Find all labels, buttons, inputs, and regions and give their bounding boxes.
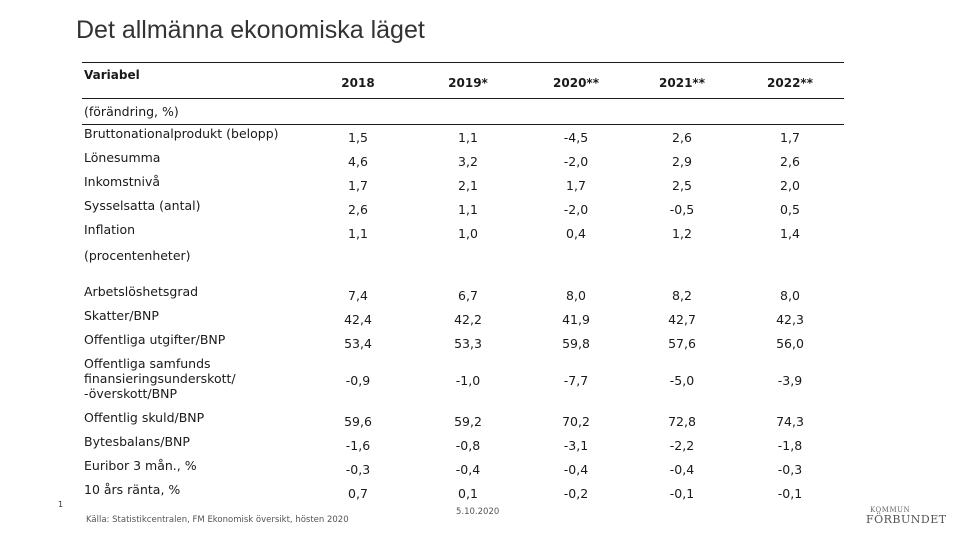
table-row	[82, 480, 844, 504]
cell-2018: -0,3	[345, 462, 371, 477]
table-row	[82, 408, 844, 432]
cell-2022: -3,9	[777, 373, 803, 388]
cell-2022: 74,3	[776, 414, 804, 429]
cell-2020: 8,0	[566, 288, 586, 303]
table-row	[82, 432, 844, 456]
cell-2019: 59,2	[454, 414, 482, 429]
cell-2018: -0,9	[345, 373, 371, 388]
row-label-line-3: -överskott/BNP	[84, 386, 178, 401]
cell-2019: 42,2	[454, 312, 482, 327]
cell-2018: 0,7	[348, 486, 368, 501]
cell-2019: 6,7	[458, 288, 478, 303]
table-row	[82, 456, 844, 480]
header-year-2021: 2021**	[659, 76, 705, 90]
cell-2022: 1,4	[780, 226, 800, 241]
cell-2019: 2,1	[458, 178, 478, 193]
cell-2018: 42,4	[344, 312, 372, 327]
cell-2019: 1,1	[458, 202, 478, 217]
row-label: Bruttonationalprodukt (belopp)	[84, 126, 279, 141]
cell-2021: -0,5	[669, 202, 695, 217]
row-label: Arbetslöshetsgrad	[84, 284, 199, 299]
cell-2019: -0,8	[455, 438, 481, 453]
cell-2021: 1,2	[672, 226, 692, 241]
header-bottom-rule	[82, 98, 844, 99]
cell-2019: 3,2	[458, 154, 478, 169]
cell-2020: -3,1	[563, 438, 589, 453]
cell-2019: 1,0	[458, 226, 478, 241]
cell-2020: 0,4	[566, 226, 586, 241]
page-number: 1	[58, 500, 64, 509]
cell-2020: -7,7	[563, 373, 589, 388]
cell-2021: -0,4	[669, 462, 695, 477]
table-row	[82, 148, 844, 172]
logo-text-top: KOMMUN	[870, 506, 911, 514]
cell-2019: 0,1	[458, 486, 478, 501]
group2-note: (procentenheter)	[84, 248, 191, 263]
header-variable: Variabel	[84, 68, 140, 82]
table-row	[82, 330, 844, 354]
table-top-rule	[82, 62, 844, 63]
cell-2020: -0,4	[563, 462, 589, 477]
table-row	[82, 306, 844, 330]
cell-2018: 1,1	[348, 226, 368, 241]
cell-2020: 41,9	[562, 312, 590, 327]
cell-2019: 53,3	[454, 336, 482, 351]
cell-2019: 1,1	[458, 130, 478, 145]
table-row	[82, 172, 844, 196]
cell-2021: 2,9	[672, 154, 692, 169]
row-label: Inkomstnivå	[84, 174, 161, 189]
header-year-2019: 2019*	[448, 76, 488, 90]
cell-2022: 1,7	[780, 130, 800, 145]
source-note: Källa: Statistikcentralen, FM Ekonomisk översikt, hösten 2020	[86, 515, 349, 525]
row-label-line-1: Offentliga samfunds	[84, 356, 211, 371]
kommunforbundet-logo	[866, 506, 947, 526]
cell-2021: 2,6	[672, 130, 692, 145]
row-label: Skatter/BNP	[84, 308, 159, 323]
header-year-2018: 2018	[341, 76, 375, 90]
logo-text-bottom: FÖRBUNDET	[866, 513, 947, 526]
table-row	[82, 196, 844, 220]
row-label: Bytesbalans/BNP	[84, 434, 190, 449]
header-year-2020: 2020**	[553, 76, 599, 90]
row-label: Inflation	[84, 222, 136, 237]
row-label-line-2: finansieringsunderskott/	[84, 371, 236, 386]
cell-2021: 57,6	[668, 336, 696, 351]
row-label: Offentliga utgifter/BNP	[84, 332, 226, 347]
table-row	[82, 356, 844, 404]
cell-2018: 1,7	[348, 178, 368, 193]
row-label: Offentlig skuld/BNP	[84, 410, 205, 425]
cell-2022: 2,0	[780, 178, 800, 193]
cell-2022: 0,5	[780, 202, 800, 217]
cell-2018: 4,6	[348, 154, 368, 169]
cell-2020: -2,0	[563, 154, 589, 169]
cell-2021: 72,8	[668, 414, 696, 429]
header-year-2022: 2022**	[767, 76, 813, 90]
cell-2018: -1,6	[345, 438, 371, 453]
cell-2018: 7,4	[348, 288, 368, 303]
cell-2021: 42,7	[668, 312, 696, 327]
cell-2020: 59,8	[562, 336, 590, 351]
cell-2019: -1,0	[455, 373, 481, 388]
row-label: Sysselsatta (antal)	[84, 198, 201, 213]
cell-2022: 8,0	[780, 288, 800, 303]
cell-2022: 56,0	[776, 336, 804, 351]
table-row	[82, 282, 844, 306]
group1-note: (förändring, %)	[84, 104, 179, 119]
cell-2022: -0,1	[777, 486, 803, 501]
cell-2020: -0,2	[563, 486, 589, 501]
cell-2019: -0,4	[455, 462, 481, 477]
cell-2018: 53,4	[344, 336, 372, 351]
cell-2022: 42,3	[776, 312, 804, 327]
cell-2022: -0,3	[777, 462, 803, 477]
slide-date: 5.10.2020	[456, 507, 500, 517]
row-label: 10 års ränta, %	[84, 482, 181, 497]
cell-2020: -2,0	[563, 202, 589, 217]
cell-2020: -4,5	[563, 130, 589, 145]
cell-2022: -1,8	[777, 438, 803, 453]
slide-title: Det allmänna ekonomiska läget	[76, 16, 425, 44]
cell-2018: 59,6	[344, 414, 372, 429]
row-label: Lönesumma	[84, 150, 161, 165]
cell-2018: 2,6	[348, 202, 368, 217]
cell-2021: -0,1	[669, 486, 695, 501]
cell-2021: -5,0	[669, 373, 695, 388]
cell-2022: 2,6	[780, 154, 800, 169]
cell-2021: -2,2	[669, 438, 695, 453]
table-row	[82, 124, 844, 148]
cell-2020: 1,7	[566, 178, 586, 193]
row-label: Euribor 3 mån., %	[84, 458, 197, 473]
cell-2018: 1,5	[348, 130, 368, 145]
cell-2020: 70,2	[562, 414, 590, 429]
cell-2021: 2,5	[672, 178, 692, 193]
cell-2021: 8,2	[672, 288, 692, 303]
table-row	[82, 220, 844, 244]
